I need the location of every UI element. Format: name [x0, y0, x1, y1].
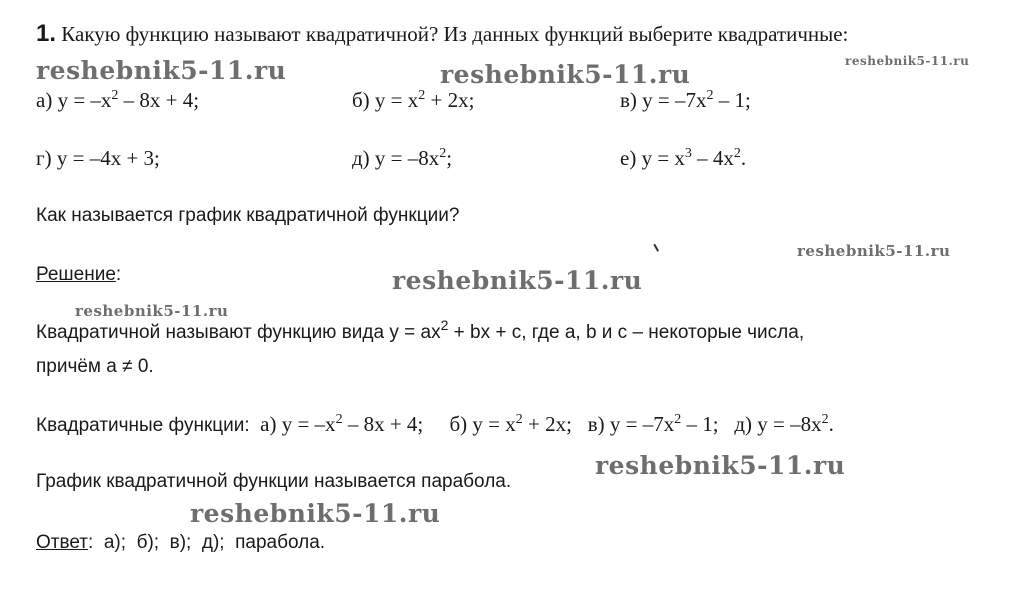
graph-sentence: График квадратичной функции называется парабола. [36, 471, 512, 492]
watermark: reshebnik5-11.ru [845, 54, 970, 68]
question-number: 1. [36, 20, 57, 47]
question-line [36, 22, 848, 46]
option-a: а) $y = -x^2 - 8x + 4$; [36, 88, 200, 112]
answer-text: : а); б); в); д); парабола. [88, 532, 326, 553]
watermark: reshebnik5-11.ru [440, 60, 691, 89]
definition-line-2: причём a ≠ 0. [36, 356, 154, 377]
option-d: д) $y = -8x^2$; [352, 146, 453, 170]
answer-label: Ответ [36, 532, 88, 553]
watermark: reshebnik5-11.ru [75, 302, 229, 320]
watermark: reshebnik5-11.ru [595, 451, 846, 480]
option-e: е) $y = x^3 - 4x^2$. [620, 146, 747, 170]
solution-label: Решение [36, 264, 116, 285]
solution-heading: Решение: [36, 264, 122, 285]
definition-line-1: Квадратичной называют функцию вида $y = ax^2$ + bx + c, где a, b и c – некоторые числа, [36, 317, 805, 343]
quadratic-list: Квадратичные функции: а) $y = -x^2 - 8x + 4$; б) $y = x^2 + 2x$; в) $y = -7x^2 - 1$; д) $y = -8x^2$. [36, 412, 834, 436]
watermark: reshebnik5-11.ru [392, 266, 643, 295]
question-text: Какую функцию называют квадратичной? Из данных функций выберите квадратичные: [61, 22, 849, 46]
question-2: Как называется график квадратичной функции? [36, 205, 460, 226]
watermark: reshebnik5-11.ru [36, 56, 287, 85]
watermark: reshebnik5-11.ru [797, 242, 951, 260]
watermark: reshebnik5-11.ru [190, 499, 441, 528]
option-v: в) $y = -7x^2 - 1$; [620, 88, 751, 112]
option-g: г) y = –4x + 3; [36, 146, 160, 170]
stray-mark [653, 242, 661, 251]
quadratic-label: Квадратичные функции: [36, 415, 250, 436]
option-b: б) $y = x^2 + 2x$; [352, 88, 475, 112]
answer-line [36, 531, 325, 555]
